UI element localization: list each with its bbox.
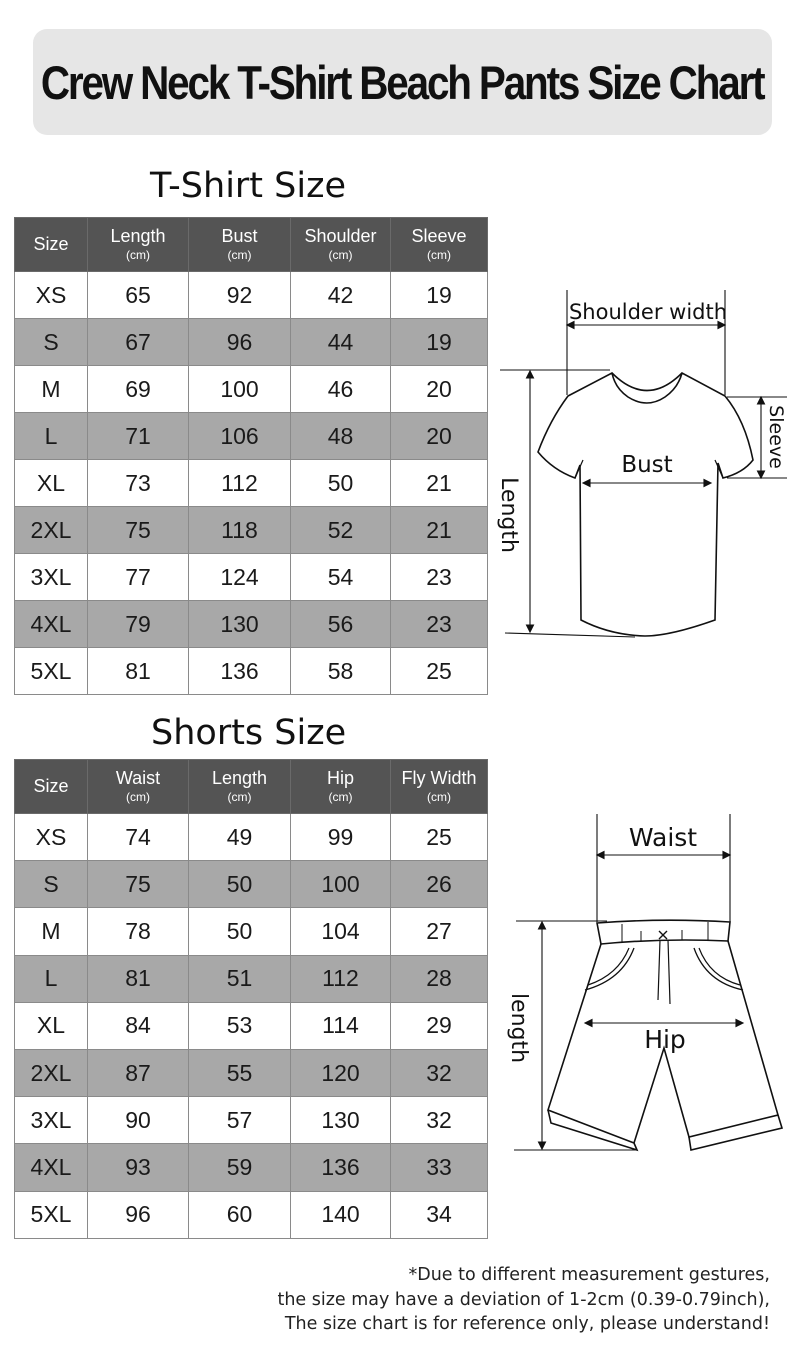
measurement-cell: 96 (189, 319, 291, 366)
measurement-cell: 81 (88, 648, 189, 695)
shoulder-width-label: Shoulder width (568, 300, 728, 324)
tshirt-collar (612, 373, 682, 403)
column-header-label: Size (33, 234, 69, 255)
measurement-cell: 19 (391, 319, 488, 366)
measurement-cell: 93 (88, 1144, 189, 1191)
measurement-cell: 32 (391, 1097, 488, 1144)
measurement-cell: 75 (88, 861, 189, 908)
title-banner (33, 29, 772, 135)
measurement-cell: 56 (291, 601, 391, 648)
measurement-cell: 60 (189, 1191, 291, 1238)
column-header-unit: (cm) (328, 248, 353, 263)
tshirt-outline (538, 373, 753, 636)
measurement-cell: 114 (291, 1002, 391, 1049)
table-row (15, 1191, 488, 1238)
page-title: Crew Neck T-Shirt Beach Pants Size Chart (41, 55, 764, 109)
column-header-unit: (cm) (427, 248, 451, 263)
table-row (15, 648, 488, 695)
column-header (391, 760, 488, 814)
shorts-length-label: length (506, 992, 531, 1064)
measurement-cell: 112 (291, 955, 391, 1002)
table-row (15, 1144, 488, 1191)
column-header (391, 218, 488, 272)
table-row (15, 272, 488, 319)
table-row (15, 1002, 488, 1049)
measurement-cell: 55 (189, 1049, 291, 1096)
column-header (189, 760, 291, 814)
tshirt-size-table (14, 217, 488, 695)
measurement-cell: 51 (189, 955, 291, 1002)
table-row (15, 814, 488, 861)
column-header (88, 760, 189, 814)
column-header-label: Hip (326, 768, 354, 789)
measurement-cell: 96 (88, 1191, 189, 1238)
measurement-cell: 81 (88, 955, 189, 1002)
measurement-cell: 54 (291, 554, 391, 601)
measurement-cell: 28 (391, 955, 488, 1002)
bust-label: Bust (621, 452, 673, 478)
table-row (15, 908, 488, 955)
measurement-cell: 120 (291, 1049, 391, 1096)
size-cell: XL (15, 460, 88, 507)
measurement-cell: 19 (391, 272, 488, 319)
measurement-cell: 27 (391, 908, 488, 955)
table-row (15, 554, 488, 601)
shorts-diagram (506, 810, 795, 1160)
measurement-cell: 34 (391, 1191, 488, 1238)
column-header (291, 760, 391, 814)
size-cell: 3XL (15, 554, 88, 601)
measurement-cell: 33 (391, 1144, 488, 1191)
sleeve-label: Sleeve (765, 405, 787, 469)
size-cell: S (15, 861, 88, 908)
measurement-cell: 140 (291, 1191, 391, 1238)
measurement-cell: 50 (189, 861, 291, 908)
measurement-cell: 90 (88, 1097, 189, 1144)
table-row (15, 955, 488, 1002)
note-line: *Due to different measurement gestures, (408, 1265, 770, 1285)
measurement-cell: 74 (88, 814, 189, 861)
measurement-cell: 21 (391, 507, 488, 554)
measurement-cell: 20 (391, 366, 488, 413)
size-cell: XS (15, 814, 88, 861)
size-cell: 4XL (15, 1144, 88, 1191)
measurement-cell: 50 (291, 460, 391, 507)
measurement-cell: 78 (88, 908, 189, 955)
measurement-cell: 136 (189, 648, 291, 695)
column-header-label: Waist (115, 768, 161, 789)
waistband (597, 920, 730, 944)
measurement-cell: 77 (88, 554, 189, 601)
measurement-cell: 44 (291, 319, 391, 366)
size-cell: 4XL (15, 601, 88, 648)
measurement-cell: 67 (88, 319, 189, 366)
deviation-note (277, 1263, 770, 1337)
table-header-row (15, 218, 488, 272)
measurement-cell: 100 (189, 366, 291, 413)
size-cell: M (15, 908, 88, 955)
measurement-cell: 52 (291, 507, 391, 554)
measurement-cell: 59 (189, 1144, 291, 1191)
size-cell: 2XL (15, 507, 88, 554)
size-cell: 5XL (15, 1191, 88, 1238)
note-line: The size chart is for reference only, please understand! (284, 1314, 770, 1334)
table-row (15, 413, 488, 460)
column-header-unit: (cm) (126, 248, 150, 263)
size-cell: 2XL (15, 1049, 88, 1096)
measurement-cell: 87 (88, 1049, 189, 1096)
column-header-unit: (cm) (126, 790, 150, 805)
measurement-cell: 23 (391, 554, 488, 601)
size-cell: M (15, 366, 88, 413)
measurement-cell: 99 (291, 814, 391, 861)
measurement-cell: 106 (189, 413, 291, 460)
hip-label: Hip (644, 1025, 686, 1054)
table-row (15, 507, 488, 554)
measurement-cell: 21 (391, 460, 488, 507)
column-header-label: Length (211, 768, 268, 789)
column-header-label: Shoulder (304, 226, 377, 247)
table-row (15, 1049, 488, 1096)
measurement-cell: 29 (391, 1002, 488, 1049)
table-row (15, 601, 488, 648)
shorts-section-title: Shorts Size (151, 713, 347, 753)
measurement-cell: 23 (391, 601, 488, 648)
measurement-cell: 118 (189, 507, 291, 554)
column-header-label: Fly Width (401, 768, 477, 789)
size-cell: XL (15, 1002, 88, 1049)
measurement-cell: 136 (291, 1144, 391, 1191)
measurement-cell: 49 (189, 814, 291, 861)
column-header (15, 218, 88, 272)
measurement-cell: 42 (291, 272, 391, 319)
measurement-cell: 26 (391, 861, 488, 908)
measurement-cell: 69 (88, 366, 189, 413)
column-header (88, 218, 189, 272)
measurement-cell: 50 (189, 908, 291, 955)
column-header (15, 760, 88, 814)
measurement-cell: 124 (189, 554, 291, 601)
measurement-cell: 79 (88, 601, 189, 648)
shorts-size-table (14, 759, 488, 1239)
measurement-cell: 48 (291, 413, 391, 460)
measurement-cell: 25 (391, 814, 488, 861)
table-header-row (15, 760, 488, 814)
column-header-label: Size (33, 776, 69, 797)
length-label: Length (496, 477, 521, 553)
measurement-cell: 73 (88, 460, 189, 507)
size-cell: S (15, 319, 88, 366)
measurement-cell: 75 (88, 507, 189, 554)
measurement-cell: 25 (391, 648, 488, 695)
measurement-cell: 32 (391, 1049, 488, 1096)
size-cell: XS (15, 272, 88, 319)
measurement-cell: 112 (189, 460, 291, 507)
measurement-cell: 57 (189, 1097, 291, 1144)
table-row (15, 861, 488, 908)
column-header-unit: (cm) (227, 790, 252, 805)
waist-label: Waist (628, 823, 698, 852)
tshirt-section-title: T-Shirt Size (150, 166, 347, 206)
tshirt-diagram (495, 285, 795, 645)
measurement-cell: 100 (291, 861, 391, 908)
column-header-label: Bust (221, 226, 258, 247)
column-header (291, 218, 391, 272)
measurement-cell: 130 (189, 601, 291, 648)
table-row (15, 1097, 488, 1144)
measurement-cell: 20 (391, 413, 488, 460)
measurement-cell: 71 (88, 413, 189, 460)
column-header-unit: (cm) (227, 248, 252, 263)
column-header-label: Sleeve (411, 226, 467, 247)
column-header-unit: (cm) (427, 790, 451, 805)
note-line: the size may have a deviation of 1-2cm (0.39-0.79inch), (277, 1289, 770, 1310)
measurement-cell: 130 (291, 1097, 391, 1144)
table-row (15, 460, 488, 507)
measurement-cell: 46 (291, 366, 391, 413)
measurement-cell: 104 (291, 908, 391, 955)
measurement-cell: 53 (189, 1002, 291, 1049)
table-row (15, 319, 488, 366)
measurement-cell: 92 (189, 272, 291, 319)
size-cell: 5XL (15, 648, 88, 695)
column-header-unit: (cm) (328, 790, 353, 805)
size-cell: L (15, 955, 88, 1002)
column-header (189, 218, 291, 272)
size-cell: 3XL (15, 1097, 88, 1144)
measurement-cell: 58 (291, 648, 391, 695)
size-cell: L (15, 413, 88, 460)
column-header-label: Length (110, 226, 166, 247)
table-row (15, 366, 488, 413)
measurement-cell: 84 (88, 1002, 189, 1049)
measurement-cell: 65 (88, 272, 189, 319)
